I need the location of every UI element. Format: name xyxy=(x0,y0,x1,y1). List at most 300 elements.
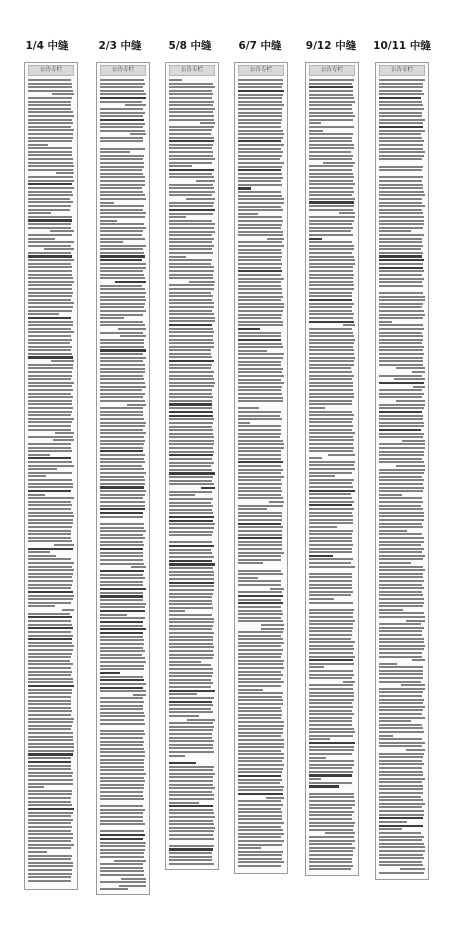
fine-print-line xyxy=(309,201,354,203)
fine-print-line xyxy=(238,425,281,427)
fine-print-line xyxy=(238,368,283,370)
fine-print-line xyxy=(100,654,142,656)
fine-print-line xyxy=(100,93,146,95)
fine-print-line xyxy=(28,321,73,323)
fine-print-line xyxy=(100,97,146,99)
fine-print-line xyxy=(238,397,283,399)
fine-print-line xyxy=(238,476,284,478)
fine-print-line xyxy=(379,79,425,81)
fine-print-line xyxy=(238,638,283,640)
fine-print-line xyxy=(379,854,423,856)
fine-print-line xyxy=(28,241,74,243)
fine-print-line xyxy=(238,191,281,193)
fine-print-line xyxy=(100,151,130,153)
fine-print-line xyxy=(28,115,74,117)
fine-print-line xyxy=(100,255,145,257)
fine-print-line xyxy=(309,594,351,596)
fine-print-line xyxy=(50,230,74,232)
fine-print-line xyxy=(238,526,283,528)
fine-print-line xyxy=(379,158,422,160)
fine-print-line xyxy=(100,371,145,373)
fine-print-line xyxy=(379,454,424,456)
fine-print-line xyxy=(379,317,423,319)
fine-print-line xyxy=(238,613,283,615)
fine-print-line xyxy=(379,598,424,600)
fine-print-line xyxy=(238,350,267,352)
fine-print-line xyxy=(413,386,425,388)
fine-print-line xyxy=(28,753,73,755)
fine-print-line xyxy=(100,552,143,554)
fine-print-line xyxy=(238,335,281,337)
fine-print-line xyxy=(379,321,392,323)
fine-print-line xyxy=(100,505,145,507)
fine-print-line xyxy=(379,727,423,729)
fine-print-line xyxy=(28,86,72,88)
fine-print-line xyxy=(309,328,352,330)
fine-print-line xyxy=(238,548,282,550)
fine-print-line xyxy=(309,158,352,160)
fine-print-line xyxy=(100,527,144,529)
fine-print-line xyxy=(169,403,212,405)
fine-print-line xyxy=(169,429,213,431)
fine-print-line xyxy=(379,717,425,719)
fine-print-line xyxy=(28,212,51,214)
fine-print-line xyxy=(169,628,212,630)
fine-print-line xyxy=(100,676,143,678)
fine-print-line xyxy=(309,558,353,560)
fine-print-line xyxy=(309,259,355,261)
fine-print-line xyxy=(309,299,352,301)
fine-print-line xyxy=(238,566,283,568)
fine-print-line xyxy=(28,653,72,655)
fine-print-line xyxy=(309,551,352,553)
fine-print-line xyxy=(379,205,425,207)
fine-print-line xyxy=(169,270,214,272)
strip-header: 公告专栏 xyxy=(379,65,425,76)
fine-print-line xyxy=(238,811,282,813)
fine-print-line xyxy=(309,605,355,607)
fine-print-line xyxy=(169,549,211,551)
fine-print-line xyxy=(100,701,144,703)
fine-print-line xyxy=(238,407,259,409)
fine-print-line xyxy=(379,292,423,294)
fine-print-line xyxy=(238,314,282,316)
fine-print-line xyxy=(100,849,145,851)
fine-print-line xyxy=(379,825,423,827)
fine-print-line xyxy=(309,245,354,247)
fine-print-line xyxy=(238,653,282,655)
fine-print-line xyxy=(169,650,213,652)
fine-print-line xyxy=(309,811,354,813)
fine-print-line xyxy=(309,241,352,243)
fine-print-line xyxy=(169,726,214,728)
fine-print-line xyxy=(169,733,212,735)
fine-print-line xyxy=(309,652,353,654)
fine-print-line xyxy=(379,299,425,301)
fine-print-line xyxy=(238,851,283,853)
fine-print-line xyxy=(28,259,74,261)
fine-print-line xyxy=(238,137,283,139)
fine-print-line xyxy=(309,735,353,737)
fine-print-line xyxy=(169,791,212,793)
fine-print-line xyxy=(169,407,212,409)
fine-print-line xyxy=(309,825,354,827)
fine-print-line xyxy=(379,274,422,276)
fine-print-line xyxy=(238,166,282,168)
fine-print-line xyxy=(238,112,282,114)
fine-print-line xyxy=(100,288,145,290)
fine-print-line xyxy=(100,375,143,377)
fine-print-line xyxy=(238,847,261,849)
fine-print-line xyxy=(100,874,144,876)
fine-print-line xyxy=(100,643,144,645)
fine-print-line xyxy=(309,843,352,845)
fine-print-line xyxy=(28,209,70,211)
fine-print-line xyxy=(379,151,425,153)
fine-print-line xyxy=(379,155,424,157)
fine-print-line xyxy=(309,360,354,362)
fine-print-line xyxy=(125,104,146,106)
fine-print-line xyxy=(28,389,73,391)
fine-print-line xyxy=(28,302,74,304)
fine-print-line xyxy=(56,172,74,174)
fine-print-line xyxy=(100,450,143,452)
fine-print-line xyxy=(28,255,72,257)
fine-print-line xyxy=(238,306,284,308)
fine-print-line xyxy=(309,274,354,276)
fine-print-line xyxy=(28,537,71,539)
fine-print-line xyxy=(100,296,145,298)
fine-print-line xyxy=(100,205,144,207)
fine-print-line xyxy=(325,832,355,834)
fine-print-line xyxy=(379,176,423,178)
fine-print-line xyxy=(309,544,353,546)
fine-print-line xyxy=(379,364,423,366)
fine-print-line xyxy=(238,645,281,647)
fine-print-line xyxy=(169,657,213,659)
fine-print-line xyxy=(169,758,212,760)
fine-print-line xyxy=(100,705,143,707)
fine-print-line xyxy=(100,267,146,269)
fine-print-line xyxy=(100,820,143,822)
fine-print-line xyxy=(100,468,144,470)
fine-print-line xyxy=(28,613,70,615)
fine-print-line xyxy=(169,516,214,518)
fine-print-line xyxy=(309,313,354,315)
fine-print-line xyxy=(169,378,214,380)
fine-print-line xyxy=(28,732,73,734)
fine-print-line xyxy=(28,342,70,344)
fine-print-line xyxy=(28,645,74,647)
fine-print-line xyxy=(100,432,146,434)
fine-print-line xyxy=(379,494,402,496)
fine-print-line xyxy=(379,469,425,471)
fine-print-line xyxy=(238,829,283,831)
fine-print-line xyxy=(169,252,213,254)
fine-print-line xyxy=(396,400,425,402)
fine-print-line xyxy=(309,742,355,744)
fine-print-line xyxy=(115,281,146,283)
gutter-strip-2-3 xyxy=(96,62,150,895)
fine-print-line xyxy=(28,700,71,702)
fine-print-line xyxy=(28,187,74,189)
fine-print-line xyxy=(238,789,283,791)
fine-print-line xyxy=(238,555,281,557)
fine-print-line xyxy=(379,673,423,675)
fine-print-line xyxy=(309,248,354,250)
fine-print-line xyxy=(28,154,72,156)
fine-print-line xyxy=(100,534,143,536)
fine-print-line xyxy=(169,538,186,540)
fine-print-line xyxy=(169,708,211,710)
column-heading-2-3: 2/3 中缝 xyxy=(98,40,142,52)
fine-print-line xyxy=(238,508,267,510)
fine-print-line xyxy=(379,198,422,200)
fine-print-line xyxy=(379,166,423,168)
fine-print-line xyxy=(28,746,74,748)
fine-print-line xyxy=(238,216,282,218)
fine-print-line xyxy=(169,639,213,641)
fine-print-line xyxy=(309,738,330,740)
fine-print-line xyxy=(100,548,143,550)
fine-print-line xyxy=(169,715,199,717)
fine-print-line xyxy=(309,497,352,499)
fine-print-line xyxy=(309,840,355,842)
fine-print-line xyxy=(238,389,281,391)
fine-print-line xyxy=(238,375,284,377)
fine-print-line xyxy=(100,353,143,355)
fine-print-line xyxy=(238,854,282,856)
fine-print-line xyxy=(169,97,212,99)
fine-print-line xyxy=(309,367,351,369)
fine-print-line xyxy=(169,454,213,456)
fine-print-line xyxy=(100,209,143,211)
fine-print-line xyxy=(28,385,72,387)
fine-print-line xyxy=(169,823,214,825)
fine-print-line xyxy=(379,857,424,859)
fine-print-line xyxy=(261,628,284,630)
fine-print-line xyxy=(379,234,424,236)
fine-print-line xyxy=(379,180,422,182)
fine-print-line xyxy=(100,202,114,204)
fine-print-line xyxy=(28,295,72,297)
fine-print-line xyxy=(379,252,423,254)
fine-print-line xyxy=(28,598,73,600)
fine-print-line xyxy=(169,469,212,471)
fine-print-line xyxy=(238,393,282,395)
fine-print-line xyxy=(169,299,212,301)
fine-print-line xyxy=(238,234,283,236)
fine-print-line xyxy=(169,505,213,507)
fine-print-line xyxy=(309,818,352,820)
fine-print-line xyxy=(28,468,57,470)
fine-print-line xyxy=(100,155,144,157)
fine-print-line xyxy=(100,508,145,510)
fine-print-line xyxy=(169,852,212,854)
fine-print-line xyxy=(309,530,353,532)
fine-print-line xyxy=(169,787,215,789)
fine-print-line xyxy=(238,436,280,438)
fine-print-line xyxy=(309,630,352,632)
fine-print-line xyxy=(238,411,281,413)
fine-print-line xyxy=(100,614,127,616)
fine-print-line xyxy=(379,130,425,132)
fine-print-line xyxy=(309,332,353,334)
fine-print-line xyxy=(169,472,215,474)
fine-print-line xyxy=(169,371,214,373)
fine-print-line xyxy=(28,245,71,247)
fine-print-line xyxy=(100,173,143,175)
fine-print-line xyxy=(379,360,423,362)
fine-print-line xyxy=(100,176,145,178)
fine-print-line xyxy=(28,216,72,218)
fine-print-line xyxy=(309,187,353,189)
fine-print-line xyxy=(309,609,354,611)
fine-print-line xyxy=(238,591,282,593)
fine-print-line xyxy=(100,584,143,586)
fine-print-line xyxy=(238,779,282,781)
fine-print-line xyxy=(379,411,422,413)
fine-print-line xyxy=(28,685,74,687)
fine-print-line xyxy=(406,749,425,751)
fine-print-line xyxy=(28,292,73,294)
fine-print-line xyxy=(100,512,143,514)
fine-print-line xyxy=(379,767,422,769)
fine-print-line xyxy=(100,162,144,164)
fine-print-line xyxy=(379,839,422,841)
strip-text-body xyxy=(169,79,215,865)
fine-print-line xyxy=(100,870,144,872)
fine-print-line xyxy=(28,772,73,774)
strip-header: 公告专栏 xyxy=(28,65,74,76)
fine-print-line xyxy=(379,227,423,229)
fine-print-line xyxy=(238,343,282,345)
fine-print-line xyxy=(100,523,144,525)
fine-print-line xyxy=(238,256,282,258)
fine-print-line xyxy=(28,227,71,229)
fine-print-line xyxy=(169,483,214,485)
fine-print-line xyxy=(28,454,50,456)
fine-print-line xyxy=(309,429,352,431)
fine-print-line xyxy=(169,740,214,742)
fine-print-line xyxy=(169,574,214,576)
fine-print-line xyxy=(238,195,282,197)
fine-print-line xyxy=(309,411,352,413)
fine-print-line xyxy=(238,443,284,445)
fine-print-line xyxy=(238,678,281,680)
fine-print-line xyxy=(100,227,146,229)
fine-print-line xyxy=(169,367,211,369)
fine-print-line xyxy=(379,519,424,521)
fine-print-line xyxy=(100,625,143,627)
fine-print-line xyxy=(169,364,212,366)
fine-print-line xyxy=(169,841,213,843)
fine-print-line xyxy=(169,220,212,222)
fine-print-line xyxy=(100,411,143,413)
fine-print-line xyxy=(379,202,422,204)
fine-print-line xyxy=(379,278,424,280)
fine-print-line xyxy=(28,465,74,467)
strip-header: 公告专栏 xyxy=(100,65,146,76)
fine-print-line xyxy=(379,781,422,783)
fine-print-line xyxy=(100,386,146,388)
fine-print-line xyxy=(100,628,146,630)
fine-print-line xyxy=(169,231,215,233)
fine-print-line xyxy=(100,494,145,496)
fine-print-line xyxy=(169,458,212,460)
fine-print-line xyxy=(412,659,425,661)
fine-print-line xyxy=(309,767,352,769)
fine-print-line xyxy=(269,501,284,503)
fine-print-line xyxy=(28,367,73,369)
fine-print-line xyxy=(238,270,282,272)
fine-print-line xyxy=(100,223,144,225)
fine-print-line xyxy=(169,527,214,529)
fine-print-line xyxy=(379,609,403,611)
fine-print-line xyxy=(100,766,144,768)
fine-print-line xyxy=(379,688,425,690)
fine-print-line xyxy=(169,346,214,348)
fine-print-line xyxy=(100,422,146,424)
fine-print-line xyxy=(169,93,213,95)
fine-print-line xyxy=(53,439,74,441)
fine-print-line xyxy=(28,475,46,477)
fine-print-line xyxy=(28,421,72,423)
fine-print-line xyxy=(309,829,353,831)
fine-print-line xyxy=(100,730,144,732)
fine-print-line xyxy=(238,836,281,838)
fine-print-line xyxy=(309,731,355,733)
fine-print-line xyxy=(169,115,214,117)
fine-print-line xyxy=(169,101,214,103)
fine-print-line xyxy=(169,556,214,558)
fine-print-line xyxy=(28,840,71,842)
fine-print-line xyxy=(133,694,146,696)
fine-print-line xyxy=(28,331,74,333)
fine-print-line xyxy=(28,501,71,503)
fine-print-line xyxy=(379,645,425,647)
fine-print-line xyxy=(169,686,211,688)
fine-print-line xyxy=(169,541,212,543)
fine-print-line xyxy=(238,760,282,762)
fine-print-line xyxy=(28,497,74,499)
fine-print-line xyxy=(169,111,213,113)
fine-print-line xyxy=(28,576,72,578)
fine-print-line xyxy=(309,580,352,582)
fine-print-line xyxy=(379,357,423,359)
fine-print-line xyxy=(169,375,213,377)
fine-print-line xyxy=(379,630,422,632)
fine-print-line xyxy=(28,793,72,795)
fine-print-line xyxy=(28,414,71,416)
fine-print-line xyxy=(238,310,283,312)
fine-print-line xyxy=(169,729,213,731)
fine-print-line xyxy=(309,713,354,715)
fine-print-line xyxy=(169,302,214,304)
fine-print-line xyxy=(169,830,214,832)
fine-print-line xyxy=(309,555,333,557)
fine-print-line xyxy=(28,356,73,358)
fine-print-line xyxy=(238,808,281,810)
fine-print-line xyxy=(100,299,146,301)
fine-print-line xyxy=(28,739,73,741)
fine-print-line xyxy=(169,176,214,178)
fine-print-line xyxy=(238,328,260,330)
fine-print-line xyxy=(309,165,353,167)
fine-print-line xyxy=(238,274,281,276)
fine-print-line xyxy=(238,108,282,110)
fine-print-line xyxy=(28,205,71,207)
